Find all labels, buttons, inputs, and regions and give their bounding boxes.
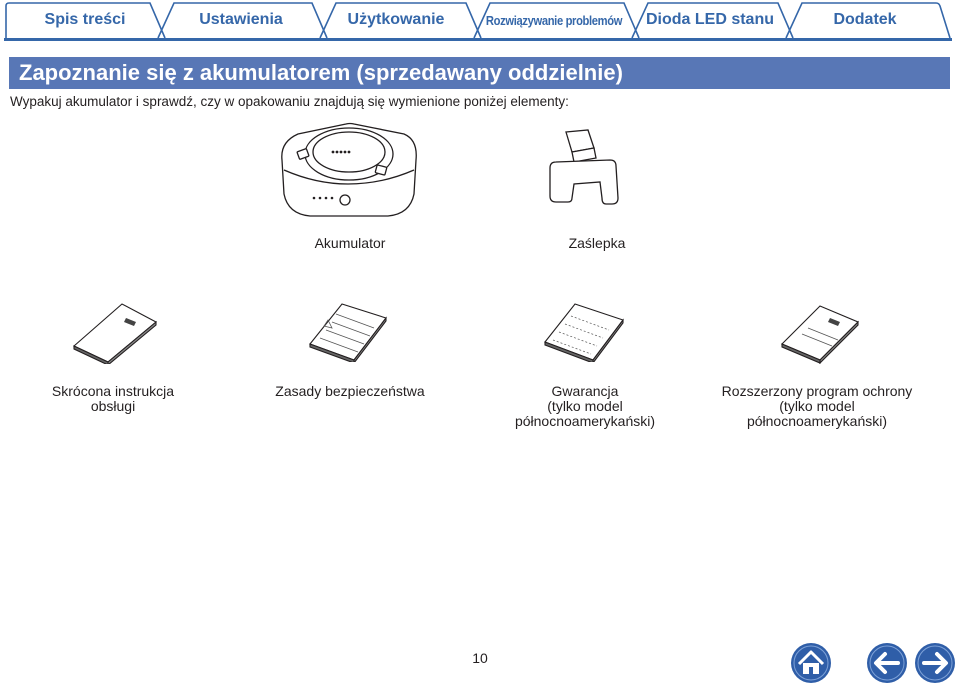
forward-button[interactable] — [914, 642, 956, 684]
item-extended-protection — [716, 384, 918, 429]
tab-appendix[interactable]: Dodatek — [833, 11, 897, 28]
item-caption: obsługi — [90, 398, 136, 414]
tab-settings[interactable]: Ustawienia — [199, 11, 283, 28]
item-caption: Skrócona instrukcja — [51, 383, 175, 399]
battery-image — [276, 120, 422, 220]
tab-usage[interactable]: Użytkowanie — [347, 11, 445, 28]
tab-bar — [0, 0, 960, 44]
cap-image — [544, 128, 624, 208]
item-caption: (tylko model — [779, 398, 855, 414]
safety-booklet-image — [308, 302, 388, 362]
tab-troubleshooting[interactable]: Rozwiązywanie problemów — [485, 12, 623, 28]
item-caption: Zaślepka — [568, 235, 626, 251]
warranty-image — [543, 302, 625, 362]
item-cap — [540, 236, 654, 251]
item-battery — [290, 236, 410, 251]
page-number: 10 — [472, 650, 488, 666]
back-button[interactable] — [866, 642, 908, 684]
quick-guide-image — [72, 302, 158, 364]
extended-protection-image — [780, 304, 860, 364]
item-quick-start-guide — [28, 384, 198, 414]
tab-status-led[interactable]: Dioda LED stanu — [645, 11, 774, 28]
item-caption: Zasady bezpieczeństwa — [275, 383, 425, 399]
item-caption: północnoamerykański) — [514, 413, 656, 429]
intro-text: Wypakuj akumulator i sprawdź, czy w opakowaniu znajdują się wymienione poniżej elementy: — [10, 94, 569, 109]
item-caption: północnoamerykański) — [746, 413, 888, 429]
item-caption: Rozszerzony program ochrony — [721, 383, 913, 399]
item-caption: Gwarancja — [551, 383, 619, 399]
item-caption: Akumulator — [314, 235, 386, 251]
tab-contents[interactable]: Spis treści — [44, 11, 126, 28]
item-warranty — [500, 384, 670, 429]
item-caption: (tylko model — [547, 398, 623, 414]
item-safety-instructions — [262, 384, 438, 399]
home-button[interactable] — [790, 642, 832, 684]
page-title: Zapoznanie się z akumulatorem (sprzedawany oddzielnie) — [9, 57, 950, 89]
